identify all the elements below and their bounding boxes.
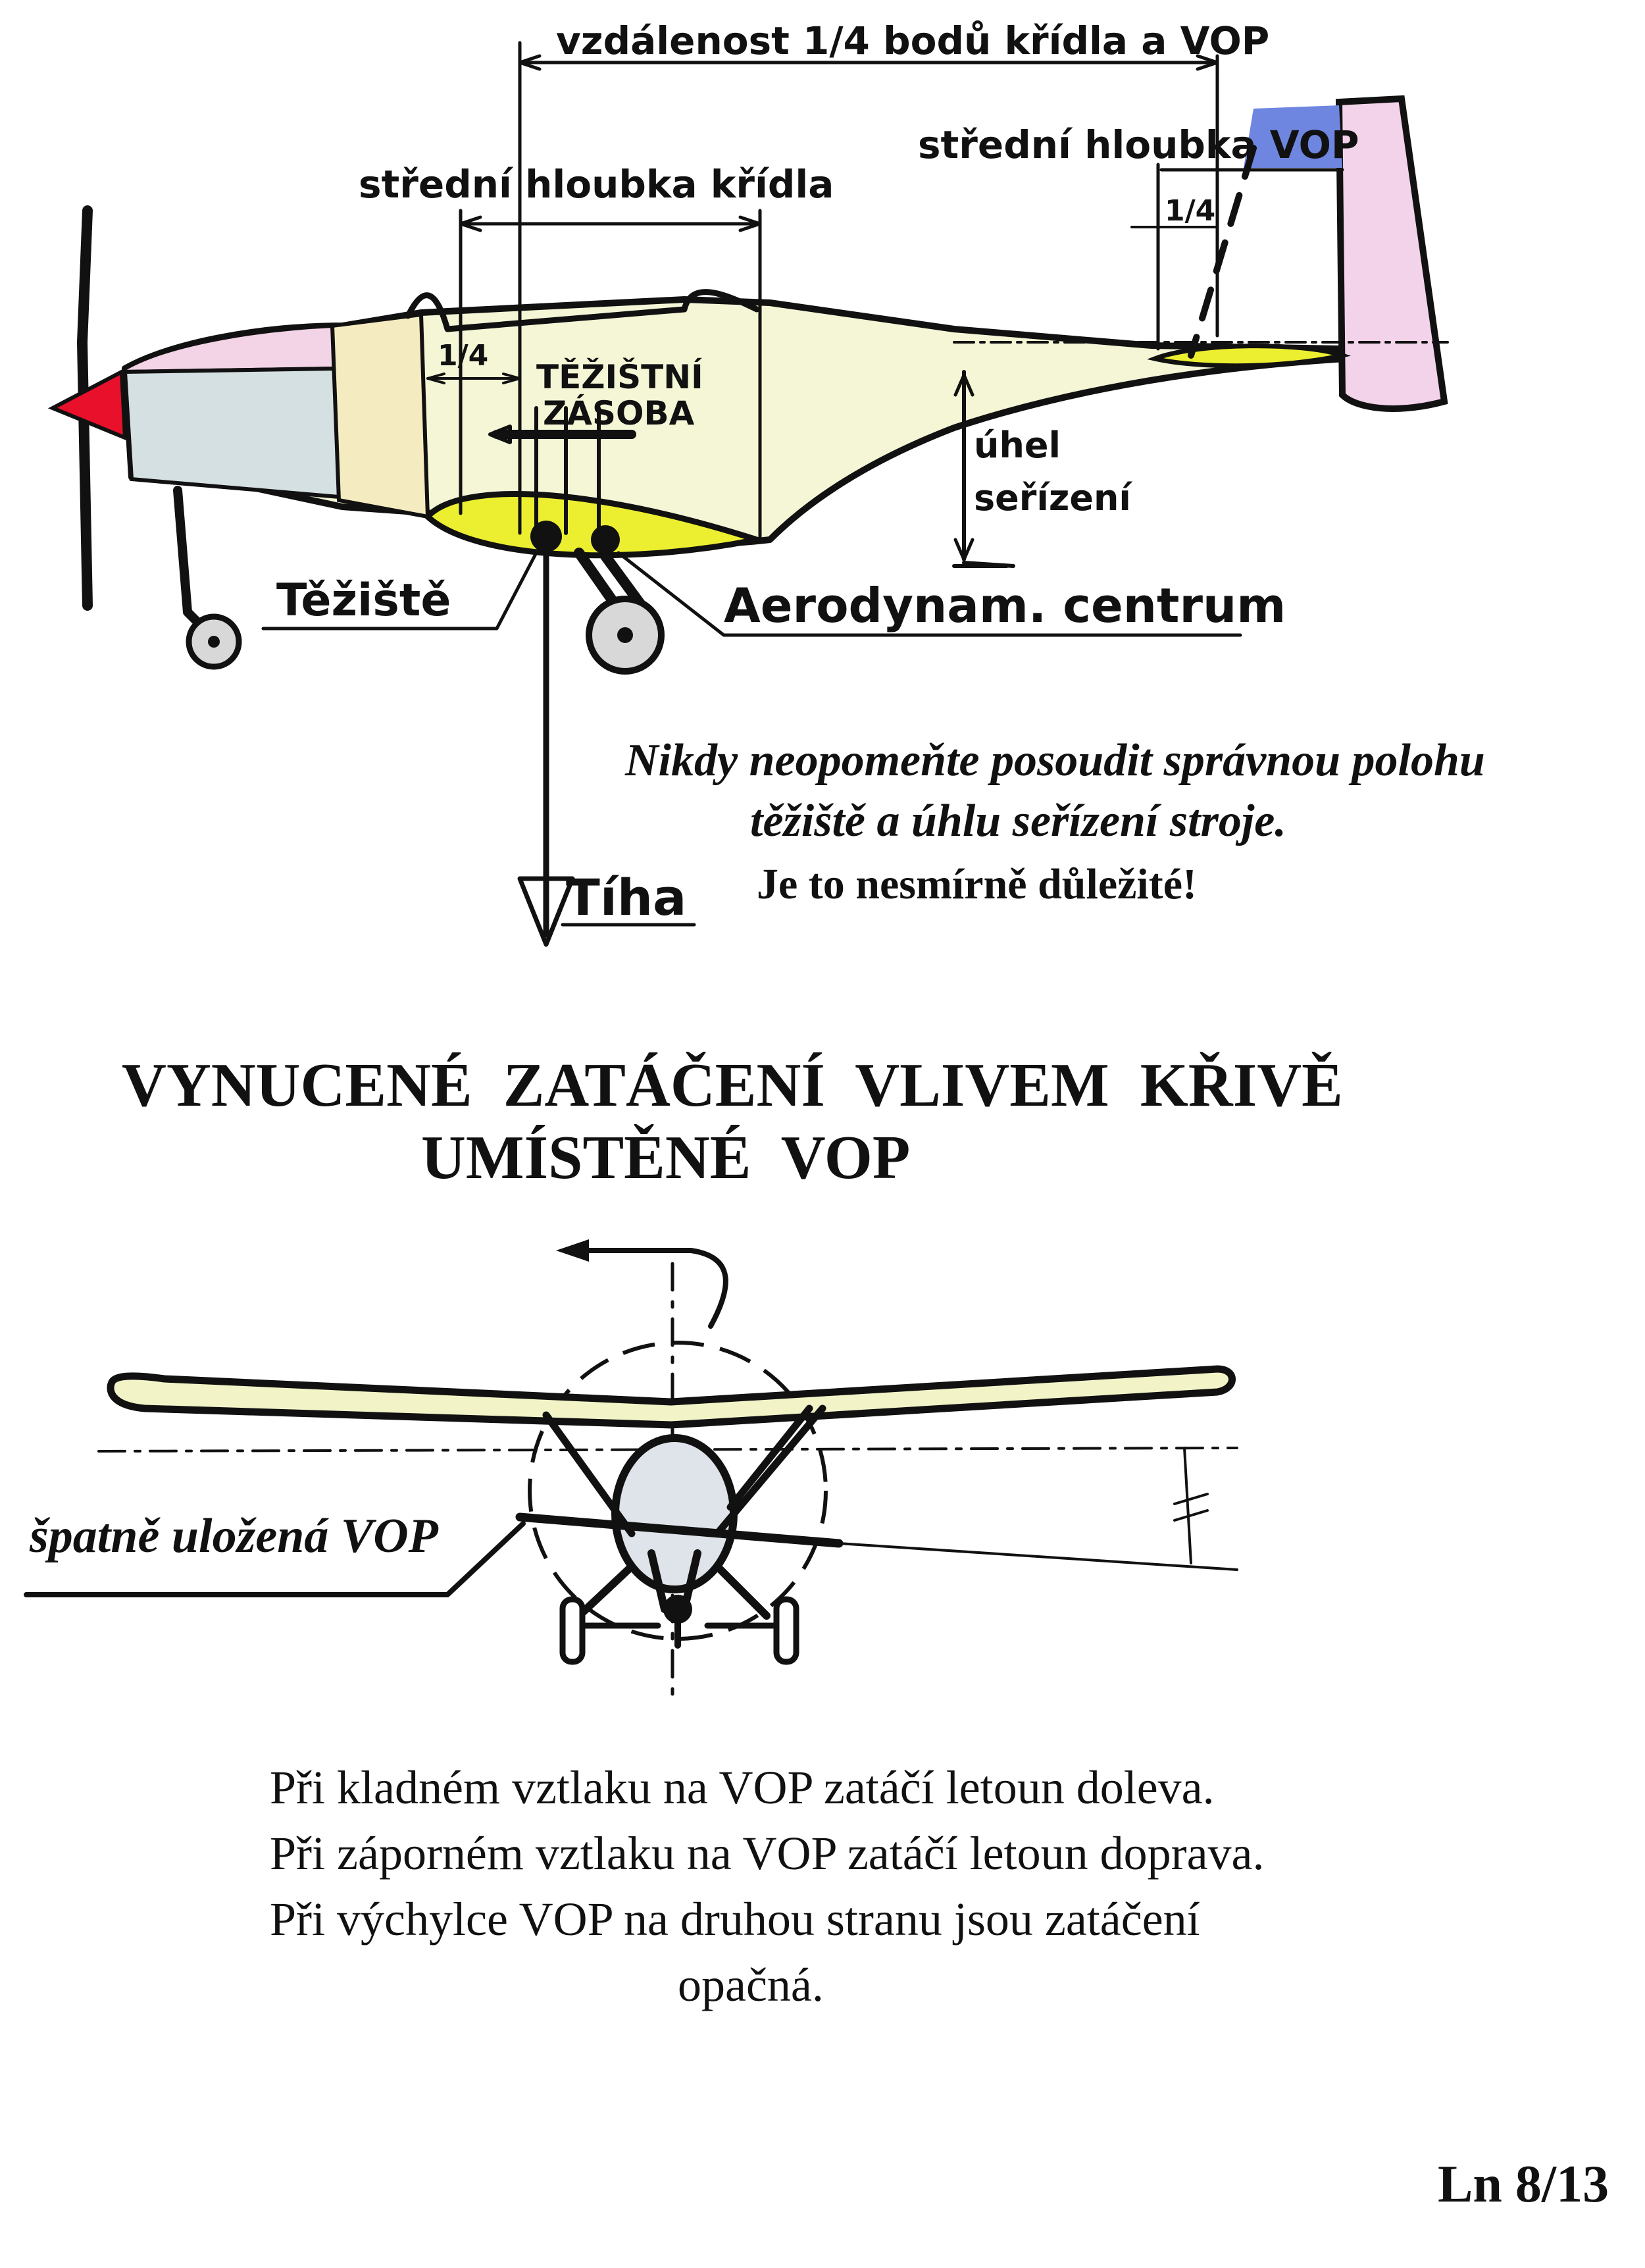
page-number: Ln 8/13 [1438,2155,1609,2213]
tail-gear-leg [178,490,211,635]
section-title-line1: VYNUCENÉ ZATÁČENÍ VLIVEM KŘIVĚ [122,1051,1343,1120]
label-mac-wing: střední hloubka křídla [359,162,834,207]
label-quarter-wing: 1/4 [438,339,489,373]
nose-section [125,369,339,497]
label-fuel-line2: ZÁSOBA [543,394,695,432]
explanation-line2: Při záporném vztlaku na VOP zatáčí letoun doprava. [270,1827,1265,1880]
label-angle-line1: úhel [974,425,1061,466]
section-title-line2: UMÍSTĚNÉ VOP [421,1123,911,1192]
warning-line2: těžiště a úhlu seřízení stroje. [750,796,1286,846]
label-quarter-tail: 1/4 [1165,194,1216,228]
tilt-reference-line [839,1543,1237,1570]
label-mac-tail: střední hloubka VOP [918,122,1359,167]
explanation-line3: Při výchylce VOP na druhou stranu jsou zatáčení [270,1893,1200,1946]
explanation-line4: opačná. [678,1959,824,2011]
front-view-diagram [26,1239,1237,1698]
label-distance: vzdálenost 1/4 bodů křídla a VOP [556,18,1270,63]
label-fuel-line1: TĚŽIŠTNÍ [536,358,703,396]
warning-note [624,735,1485,908]
tail-quarter-line [1191,148,1253,355]
explanation-line1: Při kladném vztlaku na VOP zatáčí letoun doleva. [270,1761,1215,1814]
firewall-band [332,315,428,517]
explanation [270,1761,1265,2011]
label-ac: Aerodynam. centrum [724,578,1286,633]
tail-mac-dimension [1158,165,1342,349]
tilt-angle-mark [1175,1448,1207,1563]
section-title [122,1051,1343,1192]
warning-line1: Nikdy neopomeňte posoudit správnou polohu [625,735,1485,786]
label-bad-tail: špatně uložená VOP [30,1509,438,1563]
left-wheel [563,1599,582,1662]
yaw-arrow [569,1250,726,1326]
label-cg: Těžiště [276,575,451,627]
warning-line3: Je to nesmírně důležité! [757,860,1197,908]
label-weight: Tíha [566,868,687,927]
right-wheel [776,1599,796,1662]
ac-point [591,525,620,554]
label-angle-line2: seřízení [974,477,1131,519]
